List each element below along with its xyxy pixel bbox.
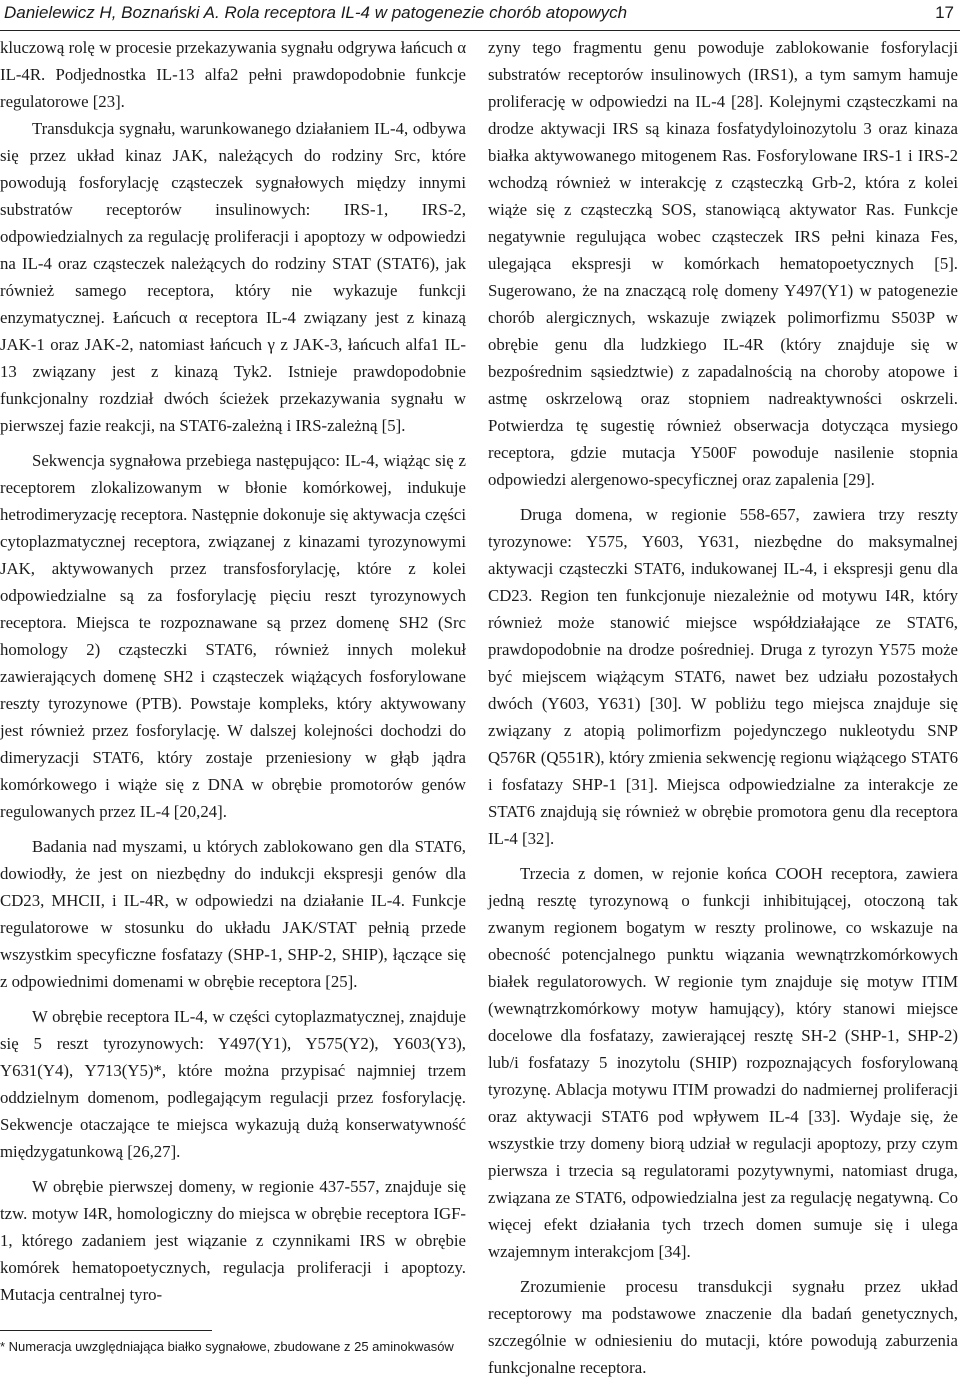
paragraph: zyny tego fragmentu genu powoduje zablokowanie fosforylacji substratów receptorów insulinowych (IRS1), a tym samym hamuje proliferację w odpowiedzi na IL-4 [28]. Kolejnymi cząsteczkami na drodze aktywacji IRS są kinaza fosfatydyloinozytolu 3 oraz kinaza białka aktywowanego mitogenem Ras. Fosforylowane IRS-1 i IRS-2 wchodzą również w interakcję z cząsteczką Grb-2, która z kolei wiąże się z cząsteczką SOS, stanowiącą aktywator Ras. Funkcje negatywnie regulująca wobec cząsteczek IRS pełni kinaza Fes, ulegająca ekspresji w komórkach hematopoetycznych [5]. Sugerowano, że na znaczącą rolę domeny Y497(Y1) w patogenezie chorób alergicznych, wskazuje związek polimorfizmu S503P w obrębie genu dla ludzkiego IL-4R (który znajduje się w bezpośrednim sąsiedztwie) z zapadalnością na choroby atopowe i astmę oskrzelową oraz stopniem nadreaktywności oskrzeli. Potwierdza tę sugestię również obserwacja dotycząca mysiego receptora, gdzie mutacja Y500F powoduje nasilenie stopnia odpowiedzi alergenowo-specyficznej oraz zapalenia [29].: [488, 38, 958, 489]
right-column: [488, 34, 958, 1381]
footnote-rule: [0, 1330, 212, 1331]
footnote: * Numeracja uwzględniająca białko sygnałowe, zbudowane z 25 aminokwasów: [0, 1339, 454, 1354]
paragraph: kluczową rolę w procesie przekazywania sygnału odgrywa łańcuch α IL-4R. Podjednostka IL-13 alfa2 pełni prawdopodobnie funkcje regulatorowe [23].: [0, 38, 466, 111]
left-column: [0, 34, 466, 1308]
paragraph: W obrębie receptora IL-4, w części cytoplazmatycznej, znajduje się 5 reszt tyrozynowych: Y497(Y1), Y575(Y2), Y603(Y3), Y631(Y4), Y713(Y5)*, które można przypisać najmniej trzem oddzielnym domenom, podlegającym regulacji przez fosforylację. Sekwencje otaczające te miejsca wykazują dużą konserwatywność międzygatunkową [26,27].: [0, 1007, 466, 1161]
paragraph: Sekwencja sygnałowa przebiega następująco: IL-4, wiążąc się z receptorem zlokalizowanym w błonie komórkowej, indukuje hetrodimeryzację receptora. Następnie dokonuje się aktywacja części cytoplazmatycznej receptora, związanej z kinazami tyrozynowymi JAK, aktywowanych przez transfosforylację, które z kolei odpowiedzialne są za fosforylację pięciu reszt tyrozynowych receptora. Miejsca te rozpoznawane są przez domenę SH2 (Src homology 2) cząsteczki STAT6, również innych molekuł zawierających domenę SH2 i cząsteczek wiążących fosforylowane reszty tyrozynowe (PTB). Powstaje kompleks, który aktywowany jest również przez fosforylację. W dalszej kolejności dochodzi do dimeryzacji STAT6, który zostaje przeniesiony w głąb jądra komórkowego i wiąże się z DNA w obrębie promotorów genów regulowanych przez IL-4 [20,24].: [0, 451, 466, 821]
paragraph: Trzecia z domen, w rejonie końca COOH receptora, zawiera jedną resztę tyrozynową o funkcji inhibitującej, otoczoną tak zwanym regionem bogatym w reszty prolinowe, co wskazuje na obecność potencjalnego punktu wiązania wewnątrzkomórkowych białek regulatorowych. W regionie tym znajduje się motyw ITIM (wewnątrzkomórkowy motyw hamujący), który stanowi miejsce docelowe dla fosfatazy, zawierającej resztę SH-2 (SHP-1, SHP-2) lub/i fosfatazy 5 inozytolu (SHIP) rozpoznających fosforylowaną tyrozynę. Ablacja motywu ITIM prowadzi do nadmiernej proliferacji oraz aktywacji STAT6 pod wpływem IL-4 [33]. Wydaje się, że wszystkie trzy domeny biorą udział w regulacji apoptozy, przy czym pierwsza i trzecia są regulatorami pozytywnymi, natomiast druga, związana ze STAT6, odpowiedzialna jest za regulację negatywną. Co więcej efekt działania tych trzech domen sumuje się i ulega wzajemnym interakcjom [34].: [488, 864, 958, 1261]
paragraph: Badania nad myszami, u których zablokowano gen dla STAT6, dowiodły, że jest on niezbędny do indukcji ekspresji genów dla CD23, MHCII, i IL-4R, w odpowiedzi na działanie IL-4. Funkcje regulatorowe w stosunku do układu JAK/STAT pełnią przede wszystkim specyficzne fosfatazy (SHP-1, SHP-2, SHIP), łączące się z odpowiednimi domenami w obrębie receptora [25].: [0, 837, 466, 991]
page-number: 17: [935, 3, 954, 22]
running-header: [0, 0, 960, 31]
running-title: Danielewicz H, Boznański A. Rola receptora IL-4 w patogenezie chorób atopowych: [4, 3, 628, 22]
paragraph: W obrębie pierwszej domeny, w regionie 437-557, znajduje się tzw. motyw I4R, homologiczny do miejsca w obrębie receptora IGF-1, którego zadaniem jest wiązanie z czynnikami IRS w obrębie komórek hematopoetycznych, regulacja proliferacji i apoptozy. Mutacja centralnej tyro-: [0, 1177, 466, 1304]
paragraph: Transdukcja sygnału, warunkowanego działaniem IL-4, odbywa się przez układ kinaz JAK, należących do rodziny Src, które powodują fosforylację cząsteczek sygnałowych między innymi substratów receptorów insulinowych: IRS-1, IRS-2, odpowiedzialnych za regulację proliferacji i apoptozy w odpowiedzi na IL-4 oraz cząsteczek należących do rodziny STAT (STAT6), jak również samego receptora, który nie wykazuje funkcji enzymatycznej. Łańcuch α receptora IL-4 związany jest z kinazą JAK-1 oraz JAK-2, natomiast łańcuch γ z JAK-3, łańcuch alfa1 IL-13 związany jest z kinazą Tyk2. Istnieje prawdopodobnie funkcjonalny rozdział dwóch ścieżek przekazywania sygnału w pierwszej fazie reakcji, na STAT6-zależną i IRS-zależną [5].: [0, 119, 466, 435]
paragraph: Zrozumienie procesu transdukcji sygnału przez układ receptorowy ma podstawowe znaczenie dla badań genetycznych, szczególnie w odniesieniu do mutacji, które powodują zaburzenia funkcjonalne receptora.: [488, 1277, 958, 1377]
paragraph: Druga domena, w regionie 558-657, zawiera trzy reszty tyrozynowe: Y575, Y603, Y631, niezbędne do maksymalnej aktywacji cząsteczki STAT6, indukowanej IL-4, i ekspresji genu dla CD23. Region ten funkcjonuje niezależnie od motywu I4R, który również może stanowić miejsce współdziałające ze STAT6, prawdopodobnie na drodze pośredniej. Druga z tyrozyn Y575 może być miejscem wiążącym STAT6, nawet bez udziału pozostałych dwóch (Y603, Y631) [30]. W pobliżu tego miejsca znajduje się związany z atopią polimorfizm pojedynczego nukleotydu SNP Q576R (Q551R), który zmienia sekwencję regionu wiążącego STAT6 i fosfatazy SHP-1 [31]. Miejsca odpowiedzialne za interakcje ze STAT6 znajdują się również w obrębie promotora genu dla receptora IL-4 [32].: [488, 505, 958, 848]
